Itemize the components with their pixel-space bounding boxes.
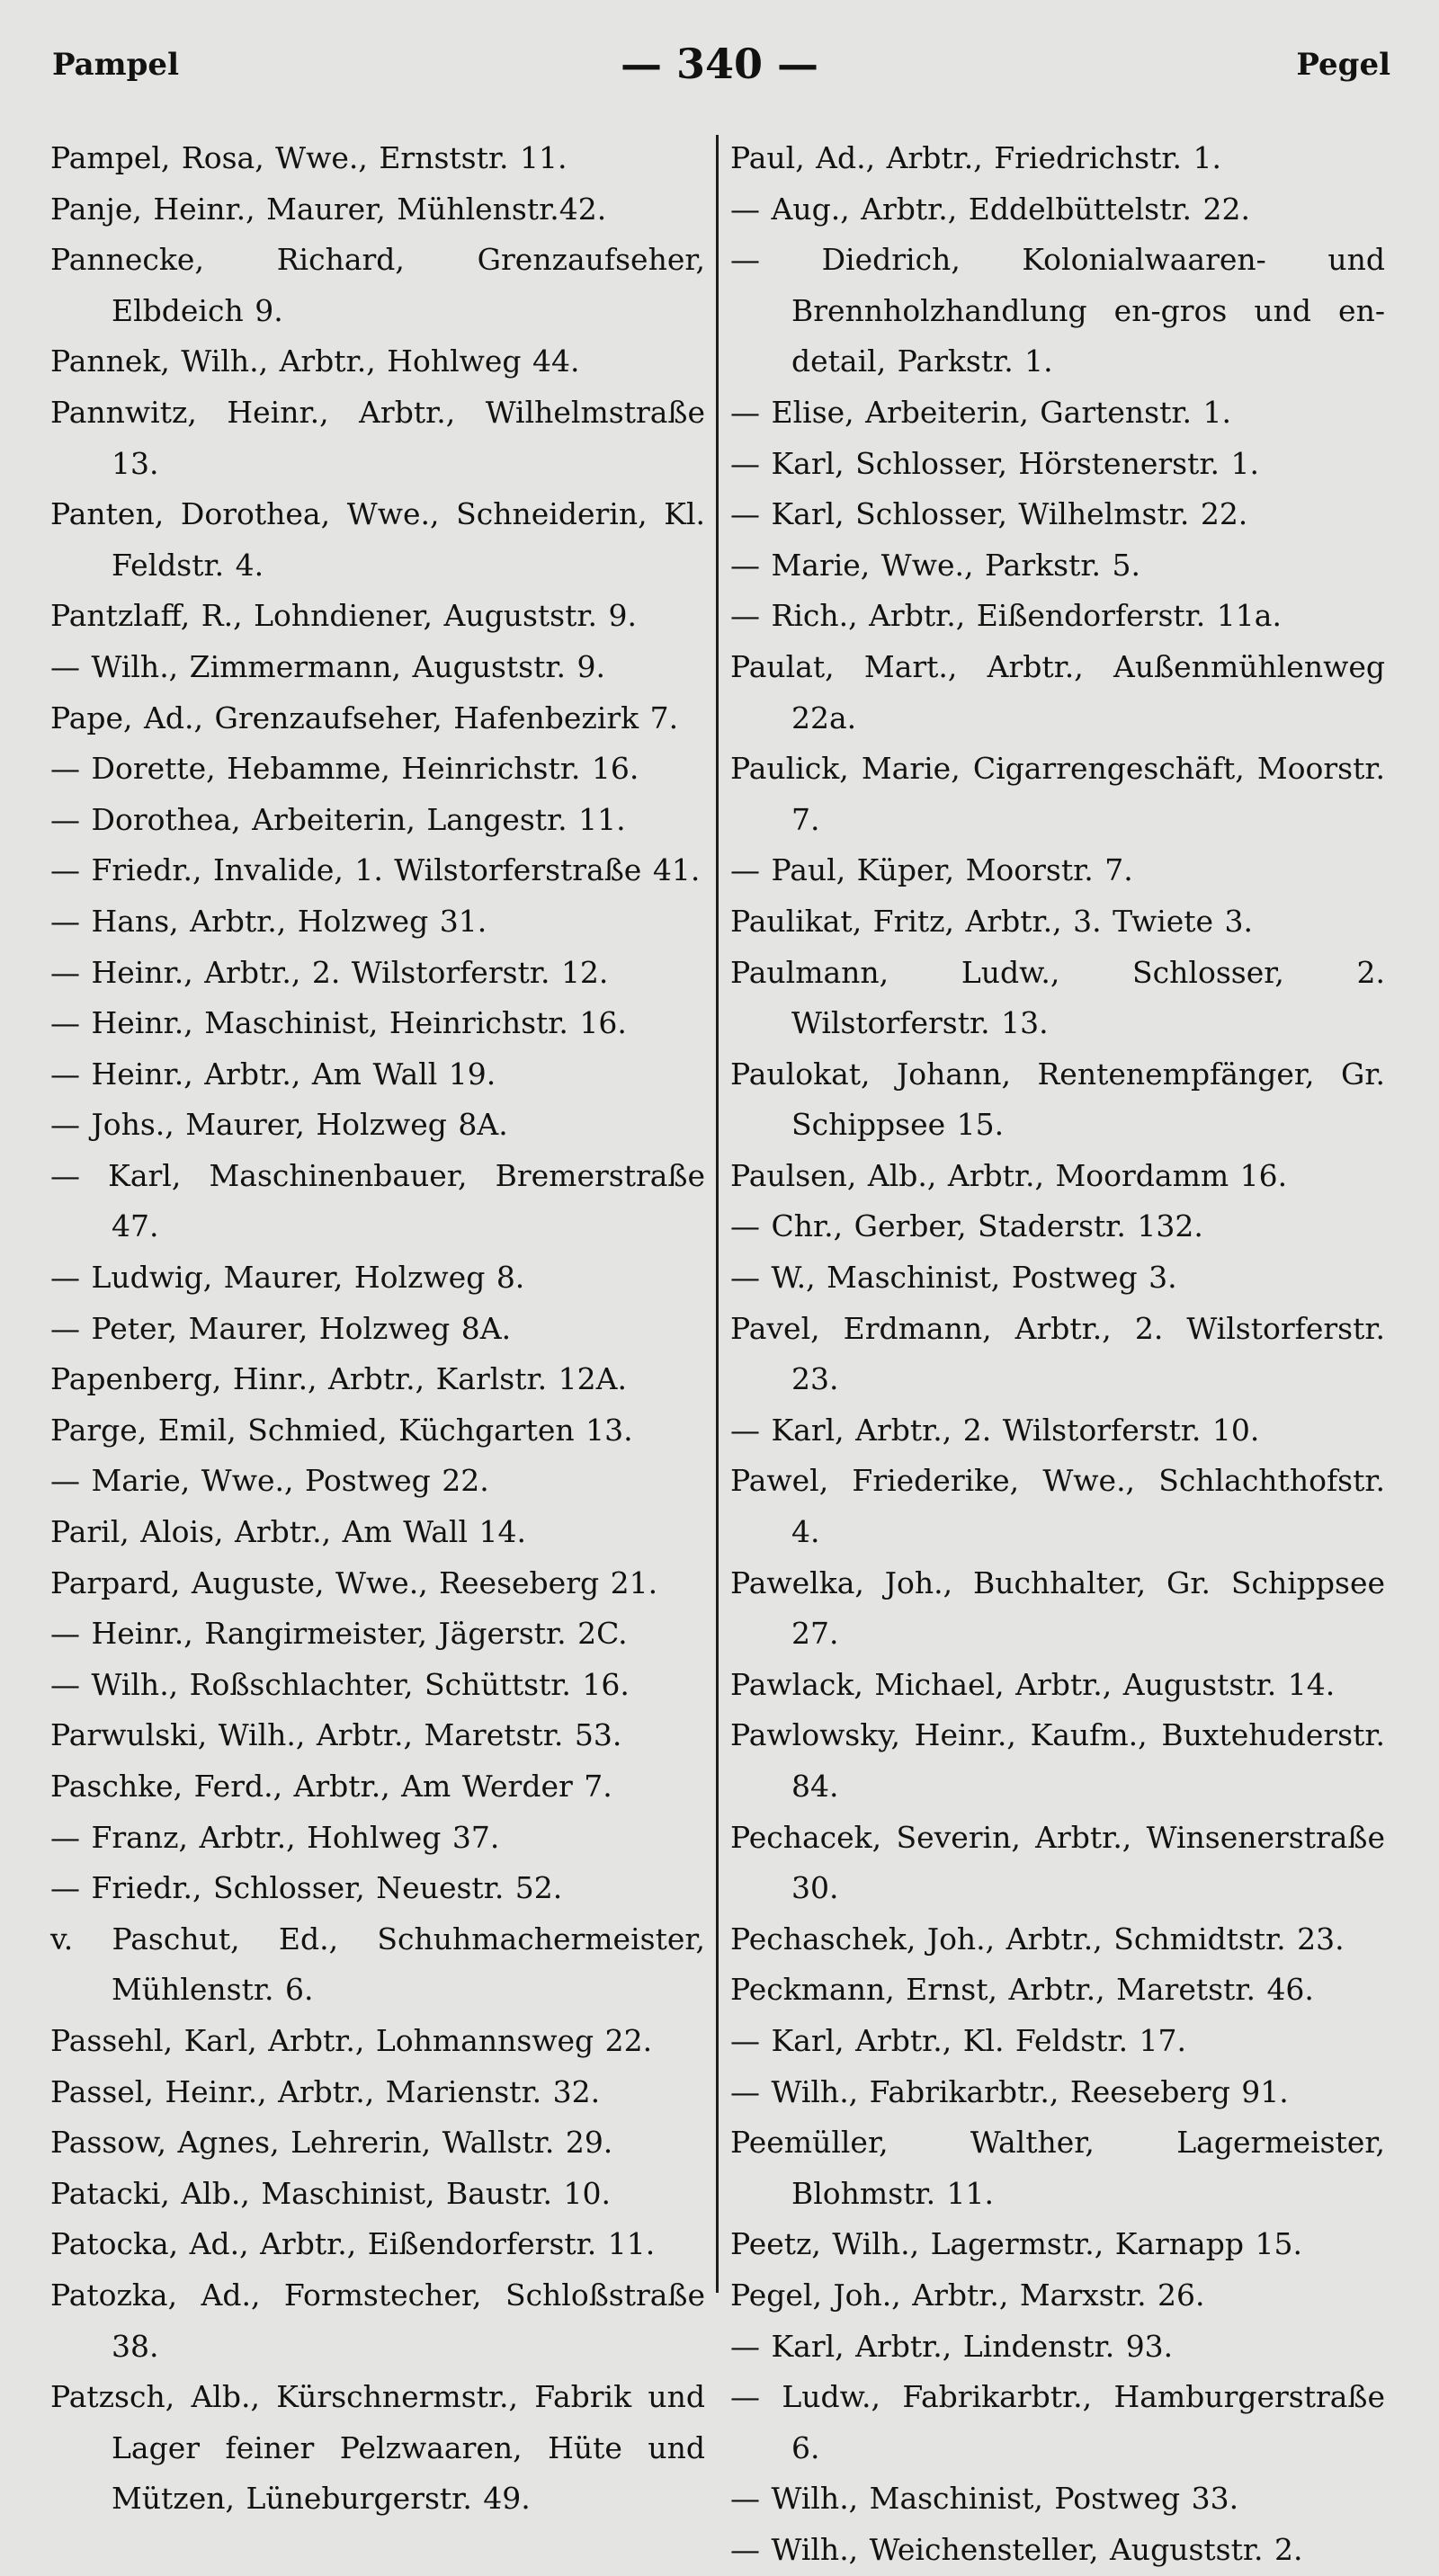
- directory-entry: — Ludw., Fabrikarbtr., Hamburgerstraße 6.: [730, 2379, 1385, 2465]
- directory-entry: Peckmann, Ernst, Arbtr., Maretstr. 46.: [730, 1972, 1314, 2008]
- directory-entry: Parwulski, Wilh., Arbtr., Maretstr. 53.: [50, 1717, 622, 1753]
- directory-entry: Paulsen, Alb., Arbtr., Moordamm 16.: [730, 1157, 1288, 1193]
- directory-entry: Paril, Alois, Arbtr., Am Wall 14.: [50, 1514, 527, 1550]
- directory-entry: Panje, Heinr., Maurer, Mühlenstr.42.: [50, 191, 607, 227]
- directory-entry: — Johs., Maurer, Holzweg 8A.: [50, 1107, 508, 1143]
- directory-entry: — Diedrich, Kolonialwaaren- und Brennholzhandlung en-gros und en-detail, Parkstr. 1.: [730, 242, 1385, 379]
- directory-entry: — Marie, Wwe., Parkstr. 5.: [730, 547, 1140, 583]
- directory-entry: Pawel, Friederike, Wwe., Schlachthofstr. 4.: [730, 1463, 1385, 1550]
- directory-entry: — Dorette, Hebamme, Heinrichstr. 16.: [50, 751, 639, 787]
- directory-entry: — W., Maschinist, Postweg 3.: [730, 1260, 1177, 1296]
- directory-entry: — Chr., Gerber, Staderstr. 132.: [730, 1208, 1203, 1244]
- directory-entry: — Heinr., Arbtr., Am Wall 19.: [50, 1056, 496, 1092]
- directory-entry: Paulick, Marie, Cigarrengeschäft, Moorstr. 7.: [730, 751, 1385, 837]
- directory-entry: — Karl, Schlosser, Hörstenerstr. 1.: [730, 445, 1259, 481]
- directory-entry: Passehl, Karl, Arbtr., Lohmannsweg 22.: [50, 2022, 653, 2058]
- directory-entry: Passow, Agnes, Lehrerin, Wallstr. 29.: [50, 2125, 613, 2161]
- right-column: [730, 133, 1385, 2576]
- directory-entry: Paulikat, Fritz, Arbtr., 3. Twiete 3.: [730, 903, 1254, 939]
- directory-entry: Pannek, Wilh., Arbtr., Hohlweg 44.: [50, 343, 580, 379]
- directory-entry: Pawlack, Michael, Arbtr., Auguststr. 14.: [730, 1666, 1336, 1702]
- directory-entry: Patacki, Alb., Maschinist, Baustr. 10.: [50, 2175, 611, 2211]
- directory-entry: — Wilh., Maschinist, Postweg 33.: [730, 2481, 1239, 2517]
- directory-entry: Panten, Dorothea, Wwe., Schneiderin, Kl. Feldstr. 4.: [50, 496, 705, 583]
- directory-entry: — Karl, Schlosser, Wilhelmstr. 22.: [730, 496, 1248, 532]
- directory-entry: Pechaschek, Joh., Arbtr., Schmidtstr. 23.: [730, 1921, 1345, 1957]
- directory-entry: — Heinr., Arbtr., 2. Wilstorferstr. 12.: [50, 954, 609, 990]
- directory-entry: — Paul, Küper, Moorstr. 7.: [730, 852, 1133, 888]
- directory-entry: — Peter, Maurer, Holzweg 8A.: [50, 1310, 512, 1346]
- running-head-right: Pegel: [1296, 47, 1390, 83]
- directory-entry: — Franz, Arbtr., Hohlweg 37.: [50, 1819, 500, 1855]
- directory-entry: Pantzlaff, R., Lohndiener, Auguststr. 9.: [50, 598, 637, 634]
- directory-entry: Paschke, Ferd., Arbtr., Am Werder 7.: [50, 1769, 612, 1804]
- directory-entry: Passel, Heinr., Arbtr., Marienstr. 32.: [50, 2073, 601, 2109]
- directory-entry: Pampel, Rosa, Wwe., Ernststr. 11.: [50, 140, 568, 175]
- directory-entry: — Karl, Arbtr., 2. Wilstorferstr. 10.: [730, 1412, 1260, 1448]
- directory-entry: Parge, Emil, Schmied, Küchgarten 13.: [50, 1412, 633, 1448]
- directory-entry: Patozka, Ad., Formstecher, Schloßstraße 38.: [50, 2277, 705, 2364]
- directory-entry: — Ludwig, Maurer, Holzweg 8.: [50, 1260, 525, 1296]
- directory-entry: — Wilh., Roßschlachter, Schüttstr. 16.: [50, 1666, 630, 1702]
- directory-entry: Patocka, Ad., Arbtr., Eißendorferstr. 11.: [50, 2226, 656, 2262]
- directory-entry: Pawelka, Joh., Buchhalter, Gr. Schippsee 27.: [730, 1564, 1385, 1652]
- column-divider: [716, 135, 719, 2293]
- directory-entry: — Karl, Arbtr., Kl. Feldstr. 17.: [730, 2022, 1187, 2058]
- left-column: [50, 133, 705, 2525]
- directory-entry: v. Paschut, Ed., Schuhmachermeister, Mühlenstr. 6.: [50, 1921, 705, 2008]
- page-number: — 340 —: [620, 40, 819, 88]
- directory-entry: Pannecke, Richard, Grenzaufseher, Elbdeich 9.: [50, 242, 705, 328]
- directory-entry: Pegel, Joh., Arbtr., Marxstr. 26.: [730, 2277, 1205, 2313]
- directory-entry: Paulokat, Johann, Rentenempfänger, Gr. Schippsee 15.: [730, 1056, 1385, 1143]
- directory-entry: — Friedr., Schlosser, Neuestr. 52.: [50, 1870, 563, 1906]
- directory-entry: — Dorothea, Arbeiterin, Langestr. 11.: [50, 801, 626, 837]
- directory-entry: Pawlowsky, Heinr., Kaufm., Buxtehuderstr. 84.: [730, 1717, 1385, 1804]
- directory-entry: Paul, Ad., Arbtr., Friedrichstr. 1.: [730, 140, 1221, 175]
- directory-entry: — Aug., Arbtr., Eddelbüttelstr. 22.: [730, 191, 1250, 227]
- directory-entry: — Hans, Arbtr., Holzweg 31.: [50, 903, 487, 939]
- directory-entry: — Marie, Wwe., Postweg 22.: [50, 1463, 489, 1499]
- directory-entry: — Wilh., Fabrikarbtr., Reeseberg 91.: [730, 2073, 1289, 2109]
- directory-entry: Peemüller, Walther, Lagermeister, Blohmstr. 11.: [730, 2125, 1385, 2211]
- directory-entry: — Heinr., Maschinist, Heinrichstr. 16.: [50, 1005, 627, 1041]
- running-head-left: Pampel: [52, 47, 179, 83]
- directory-entry: — Friedr., Invalide, 1. Wilstorferstraße 41.: [50, 852, 701, 888]
- directory-entry: Patzsch, Alb., Kürschnermstr., Fabrik und Lager feiner Pelzwaaren, Hüte und Mützen, Lüneburgerstr. 49.: [50, 2379, 705, 2517]
- directory-entry: — Rich., Arbtr., Eißendorferstr. 11a.: [730, 598, 1282, 634]
- directory-entry: Pechacek, Severin, Arbtr., Winsenerstraße 30.: [730, 1819, 1385, 1906]
- directory-entry: Parpard, Auguste, Wwe., Reeseberg 21.: [50, 1564, 658, 1600]
- directory-entry: Paulat, Mart., Arbtr., Außenmühlenweg 22a.: [730, 648, 1385, 735]
- directory-entry: — Karl, Arbtr., Lindenstr. 93.: [730, 2328, 1174, 2364]
- directory-entry: — Wilh., Weichensteller, Auguststr. 2.: [730, 2531, 1303, 2567]
- directory-entry: — Heinr., Rangirmeister, Jägerstr. 2C.: [50, 1616, 628, 1652]
- directory-entry: Pape, Ad., Grenzaufseher, Hafenbezirk 7.: [50, 700, 679, 735]
- directory-entry: Papenberg, Hinr., Arbtr., Karlstr. 12A.: [50, 1361, 627, 1397]
- directory-entry: — Wilh., Zimmermann, Auguststr. 9.: [50, 648, 605, 684]
- directory-entry: Pannwitz, Heinr., Arbtr., Wilhelmstraße 13.: [50, 394, 705, 481]
- directory-entry: Peetz, Wilh., Lagermstr., Karnapp 15.: [730, 2226, 1302, 2262]
- directory-entry: Pavel, Erdmann, Arbtr., 2. Wilstorferstr. 23.: [730, 1310, 1385, 1397]
- directory-entry: — Karl, Maschinenbauer, Bremerstraße 47.: [50, 1157, 705, 1244]
- directory-entry: — Elise, Arbeiterin, Gartenstr. 1.: [730, 394, 1231, 430]
- directory-entry: Paulmann, Ludw., Schlosser, 2. Wilstorferstr. 13.: [730, 954, 1385, 1041]
